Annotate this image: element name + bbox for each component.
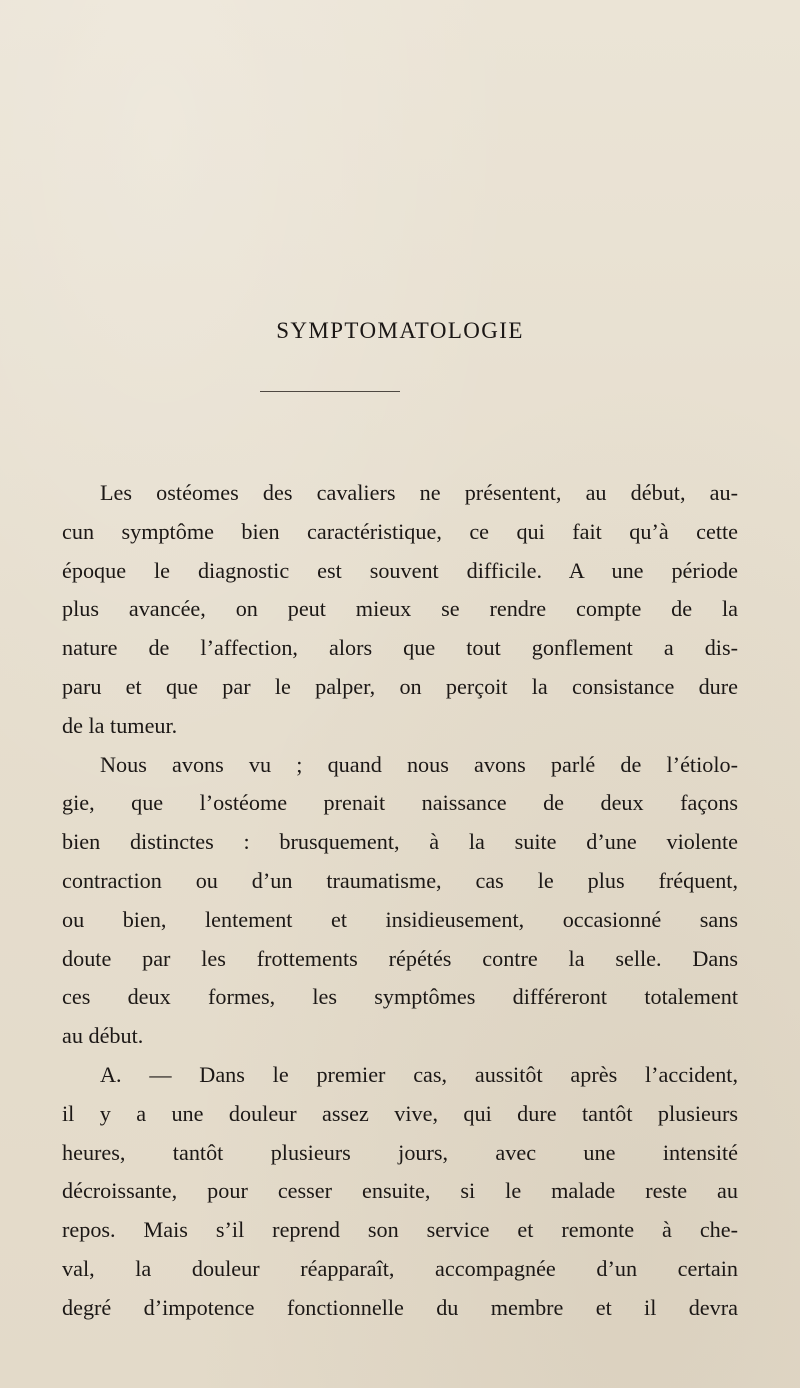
text-line-words: cun symptôme bien caractéristique, ce qui fait qu’à cette [62, 518, 738, 544]
text-line [62, 1211, 738, 1250]
text-line-words: Nous avons vu ; quand nous avons parlé de l’étiolo- [100, 751, 738, 777]
text-line-words: doute par les frottements répétés contre la selle. Dans [62, 945, 738, 971]
text-line [62, 746, 738, 785]
text-line-words: contraction ou d’un traumatisme, cas le plus fréquent, [62, 867, 738, 893]
text-line-words: heures, tantôt plusieurs jours, avec une intensité [62, 1139, 738, 1165]
text-line [62, 940, 738, 979]
text-line [62, 1250, 738, 1289]
text-line-words: époque le diagnostic est souvent difficile. A une période [62, 557, 738, 583]
text-line-words: A. — Dans le premier cas, aussitôt après l’accident, [100, 1061, 738, 1087]
text-line: de la tumeur. [62, 712, 178, 738]
chapter-title: SYMPTOMATOLOGIE [276, 318, 524, 343]
text-line [62, 978, 738, 1017]
text-line-words: plus avancée, on peut mieux se rendre compte de la [62, 596, 738, 622]
text-line-words: gie, que l’ostéome prenait naissance de deux façons [62, 790, 738, 816]
text-line [62, 474, 738, 513]
text-line [62, 552, 738, 591]
text-line-words: val, la douleur réapparaît, accompagnée d’un certain [62, 1255, 738, 1281]
text-line-words: décroissante, pour cesser ensuite, si le malade reste au [62, 1178, 738, 1204]
text-line [62, 1056, 738, 1095]
text-line-words: degré d’impotence fonctionnelle du membre et il devra [62, 1294, 738, 1320]
text-line [62, 862, 738, 901]
text-line [62, 629, 738, 668]
body-text [62, 474, 738, 1328]
text-line [62, 513, 738, 552]
text-line [62, 590, 738, 629]
text-line [62, 1134, 738, 1173]
text-line-words: Les ostéomes des cavaliers ne présentent, au début, au- [100, 480, 738, 505]
text-line-words: bien distinctes : brusquement, à la suite d’une violente [62, 829, 738, 855]
title-divider [260, 391, 400, 392]
text-line [62, 668, 738, 707]
text-line [62, 1095, 738, 1134]
text-line [62, 1172, 738, 1211]
text-line-words: il y a une douleur assez vive, qui dure tantôt plusieurs [62, 1100, 738, 1126]
text-line [62, 823, 738, 862]
text-line [62, 901, 738, 940]
text-line-words: ces deux formes, les symptômes différeront totalement [62, 984, 738, 1010]
text-line-words: paru et que par le palper, on perçoit la consistance dure [62, 673, 738, 699]
text-line-words: repos. Mais s’il reprend son service et remonte à che- [62, 1217, 738, 1243]
text-line: au début. [62, 1023, 144, 1049]
text-line [62, 784, 738, 823]
text-line-words: ou bien, lentement et insidieusement, occasionné sans [62, 906, 738, 932]
text-line-words: nature de l’affection, alors que tout gonflement a dis- [62, 635, 738, 661]
text-line [62, 1289, 738, 1328]
